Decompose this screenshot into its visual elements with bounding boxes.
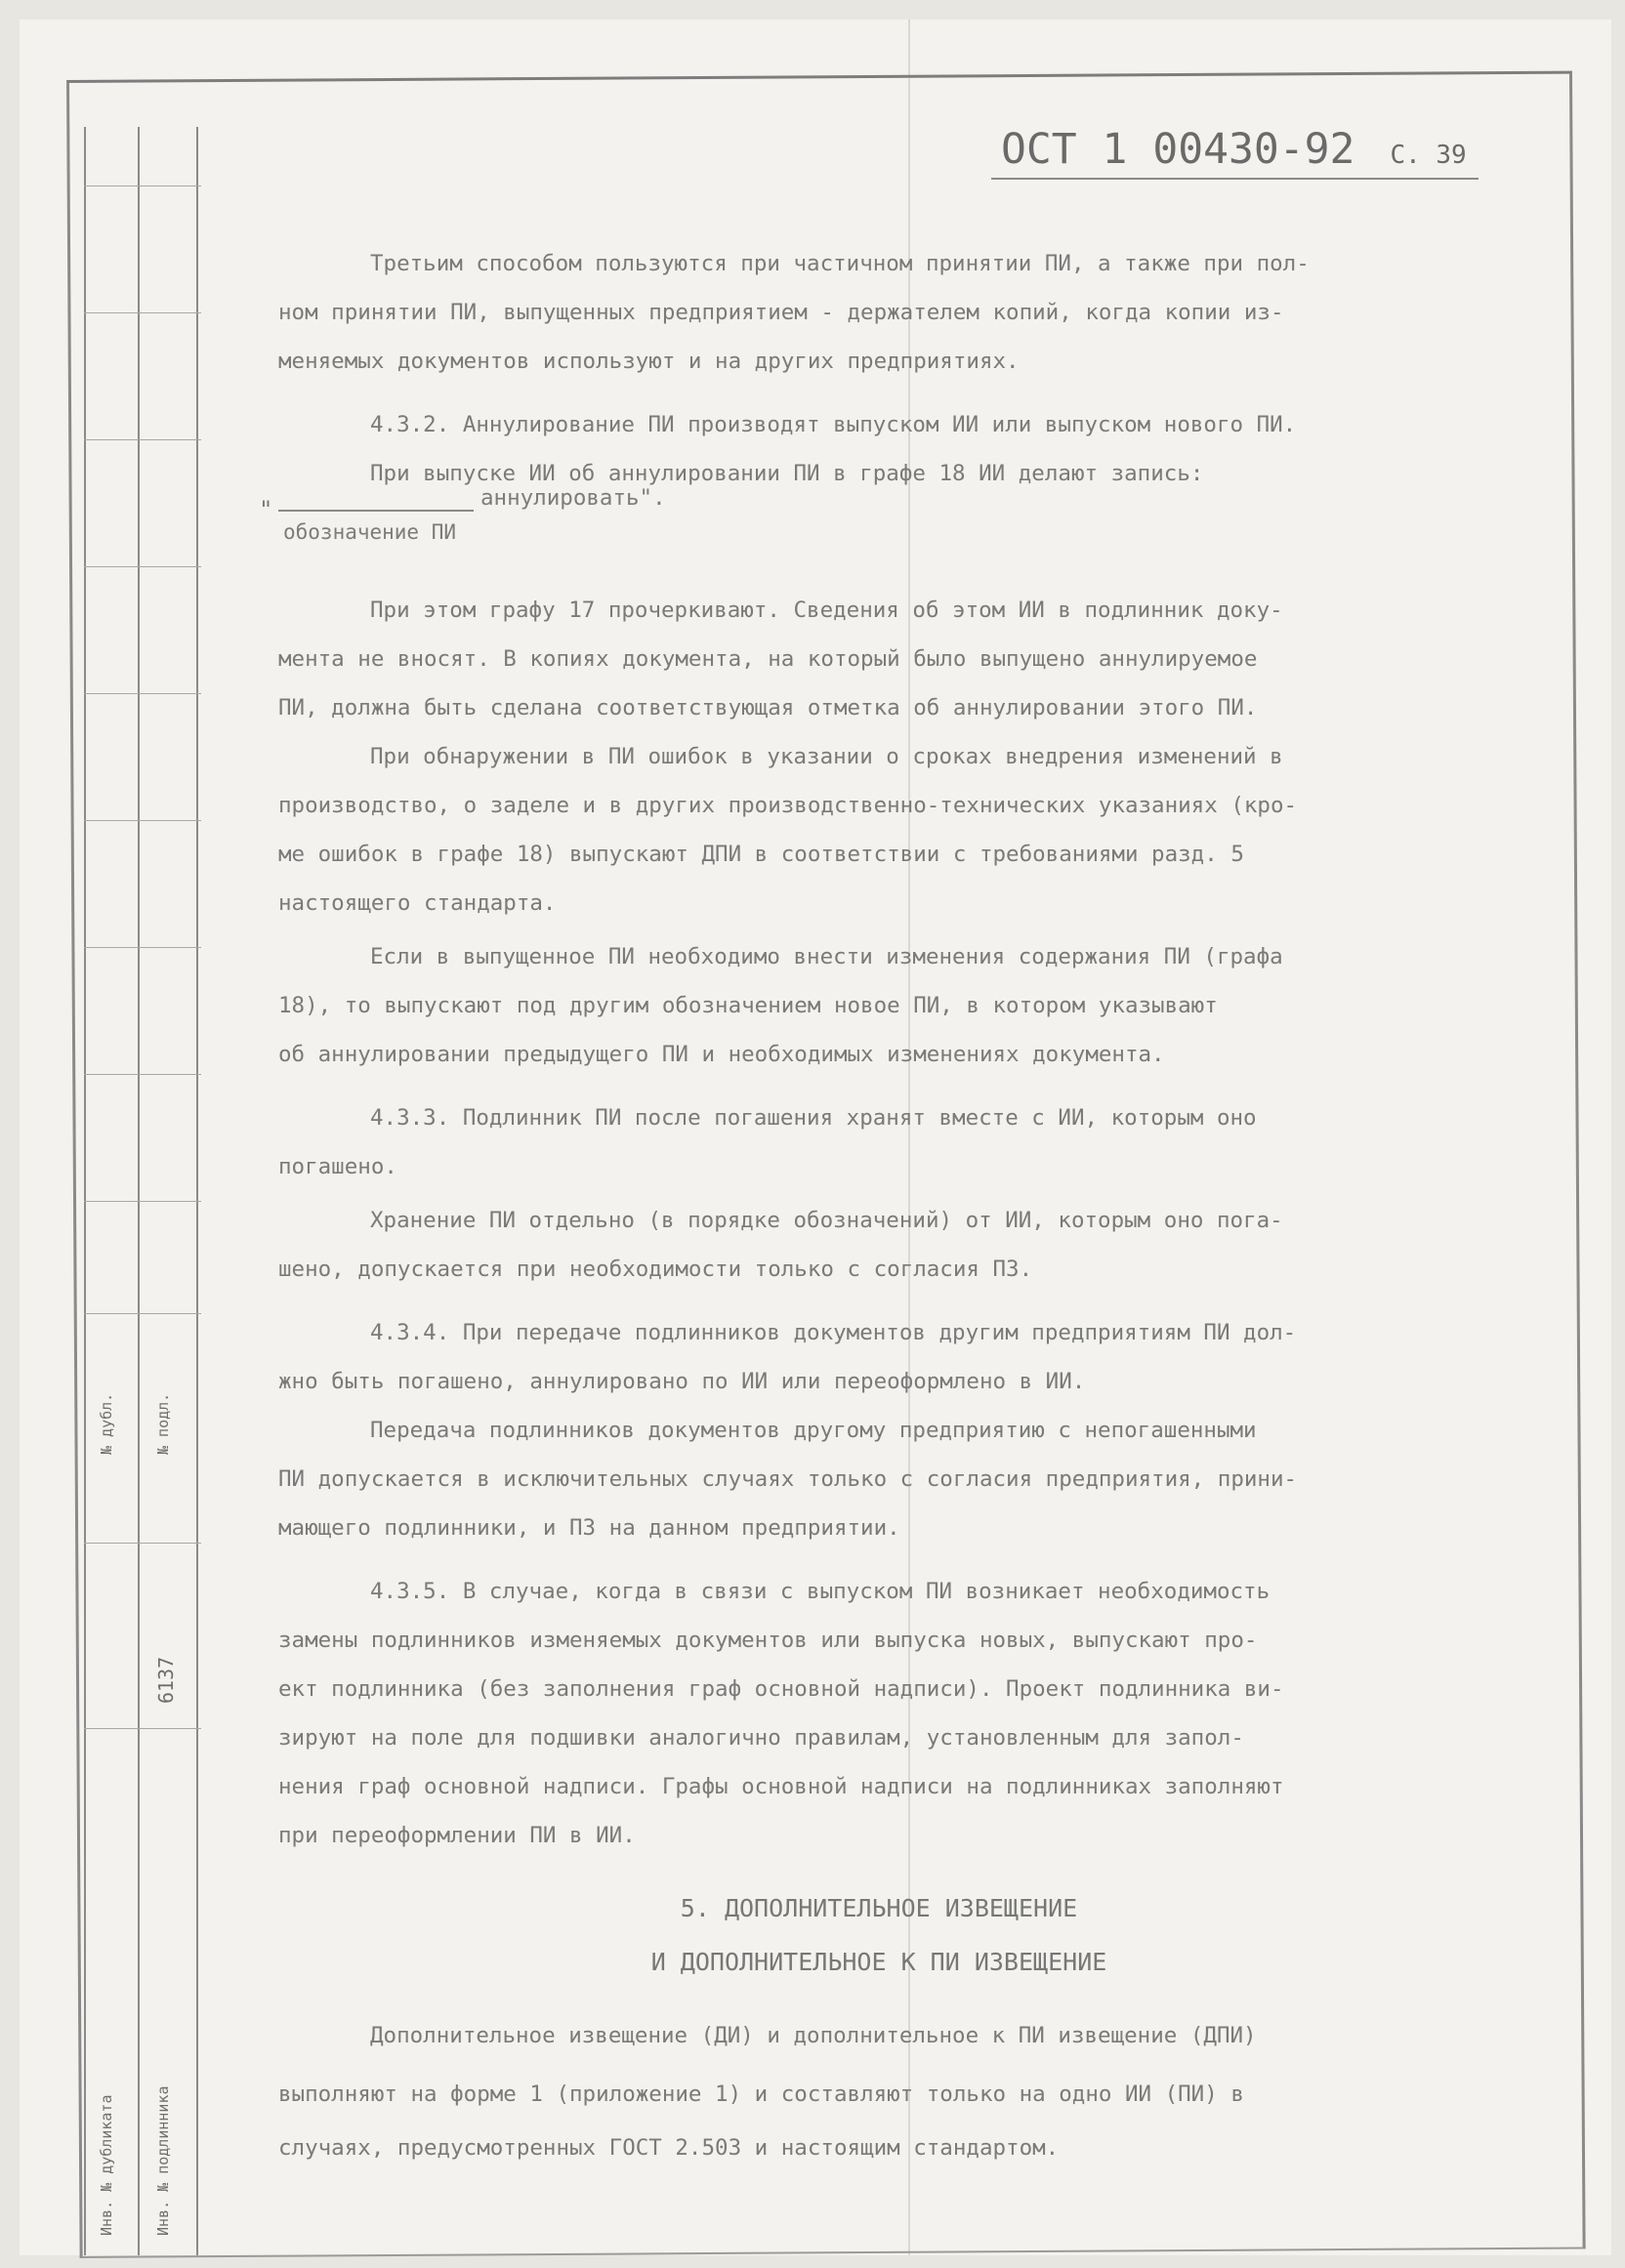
strip-inventory-number: 6137 (154, 1656, 178, 1704)
text-line: 4.3.2. Аннулирование ПИ производят выпуском ИИ или выпуском нового ПИ. (370, 412, 1297, 437)
text-line: шено, допускается при необходимости только с согласия ПЗ. (278, 1257, 1033, 1282)
text-line: При этом графу 17 прочеркивают. Сведения об этом ИИ в подлинник доку- (370, 598, 1283, 623)
text-line: Дополнительное извещение (ДИ) и дополнительное к ПИ извещение (ДПИ) (370, 2023, 1257, 2048)
strip-row-line (84, 1543, 201, 1544)
text-line: случаях, предусмотренных ГОСТ 2.503 и настоящим стандартом. (278, 2135, 1060, 2161)
text-line: Третьим способом пользуются при частичном принятии ПИ, а также при пол- (370, 251, 1310, 276)
text-line: 4.3.4. При передаче подлинников документов другим предприятиям ПИ дол- (370, 1320, 1297, 1345)
record-text: аннулировать". (480, 485, 666, 511)
record-quote-open: " (259, 496, 273, 523)
strip-row-line (84, 820, 201, 821)
text-line: ПИ допускается в исключительных случаях только с согласия предприятия, прини- (278, 1466, 1298, 1492)
strip-label-podl-bottom: Инв. № подлинника (154, 2085, 172, 2236)
text-line: При обнаружении в ПИ ошибок в указании о сроках внедрения изменений в (370, 744, 1283, 769)
text-line: настоящего стандарта. (278, 890, 557, 916)
text-line: 4.3.5. В случае, когда в связи с выпуском ПИ возникает необходимость (370, 1579, 1271, 1604)
strip-divider (138, 127, 140, 2255)
text-line: об аннулировании предыдущего ПИ и необходимых изменениях документа. (278, 1042, 1165, 1067)
text-line: выполняют на форме 1 (приложение 1) и составляют только на одно ИИ (ПИ) в (278, 2082, 1244, 2107)
text-line: мента не вносят. В копиях документа, на который было выпущено аннулируемое (278, 646, 1258, 672)
section-title-line1: 5. ДОПОЛНИТЕЛЬНОЕ ИЗВЕЩЕНИЕ (680, 1894, 1078, 1922)
strip-row-line (84, 312, 201, 313)
strip-row-line (84, 1728, 201, 1729)
strip-label-podl: № подл. (154, 1392, 172, 1455)
text-line: Если в выпущенное ПИ необходимо внести изменения содержания ПИ (графа (370, 944, 1283, 969)
standard-number: ОСТ 1 00430-92 (1001, 125, 1355, 174)
strip-label-dubl: № дубл. (98, 1392, 115, 1455)
text-line: 4.3.3. Подлинник ПИ после погашения хранят вместе с ИИ, которым оно (370, 1105, 1257, 1131)
designation-caption: обозначение ПИ (283, 520, 457, 544)
text-line: 18), то выпускают под другим обозначением новое ПИ, в котором указывают (278, 993, 1218, 1018)
text-line: замены подлинников изменяемых документов или выпуска новых, выпускают про- (278, 1628, 1258, 1653)
strip-row-line (84, 439, 201, 440)
strip-border-left (84, 127, 86, 2255)
strip-row-line (84, 1313, 201, 1314)
text-line: погашено. (278, 1154, 397, 1179)
designation-blank-line (278, 510, 474, 512)
document-header (991, 125, 1479, 180)
text-line: нения граф основной надписи. Графы основной надписи на подлинниках заполняют (278, 1774, 1284, 1799)
text-line: ект подлинника (без заполнения граф основной надписи). Проект подлинника ви- (278, 1676, 1284, 1702)
text-line: ПИ, должна быть сделана соответствующая отметка об аннулировании этого ПИ. (278, 695, 1258, 721)
text-line: Передача подлинников документов другому предприятию с непогашенными (370, 1418, 1257, 1443)
text-line: Хранение ПИ отдельно (в порядке обозначений) от ИИ, которым оно пога- (370, 1208, 1283, 1233)
text-line: ном принятии ПИ, выпущенных предприятием - держателем копий, когда копии из- (278, 300, 1284, 325)
page-number: С. 39 (1390, 141, 1467, 170)
binding-strip (84, 127, 201, 2255)
text-line: жно быть погашено, аннулировано по ИИ или переоформлено в ИИ. (278, 1369, 1086, 1394)
text-line: при переоформлении ПИ в ИИ. (278, 1823, 636, 1848)
strip-row-line (84, 566, 201, 567)
strip-row-line (84, 693, 201, 694)
strip-border-right (196, 127, 198, 2255)
text-line: производство, о заделе и в других производственно-технических указаниях (кро- (278, 793, 1298, 818)
text-line: мающего подлинники, и ПЗ на данном предприятии. (278, 1515, 900, 1541)
text-line: ме ошибок в графе 18) выпускают ДПИ в соответствии с требованиями разд. 5 (278, 842, 1244, 867)
strip-label-dubl-bottom: Инв. № дубликата (98, 2094, 115, 2236)
text-line: меняемых документов используют и на других предприятиях. (278, 349, 1020, 374)
text-line: зируют на поле для подшивки аналогично правилам, установленным для запол- (278, 1725, 1244, 1751)
strip-row-line (84, 1074, 201, 1075)
strip-row-line (84, 947, 201, 948)
strip-row-line (84, 1201, 201, 1202)
section-title-line2: И ДОПОЛНИТЕЛЬНОЕ К ПИ ИЗВЕЩЕНИЕ (650, 1948, 1107, 1976)
text-line: При выпуске ИИ об аннулировании ПИ в графе 18 ИИ делают запись: (370, 461, 1204, 486)
